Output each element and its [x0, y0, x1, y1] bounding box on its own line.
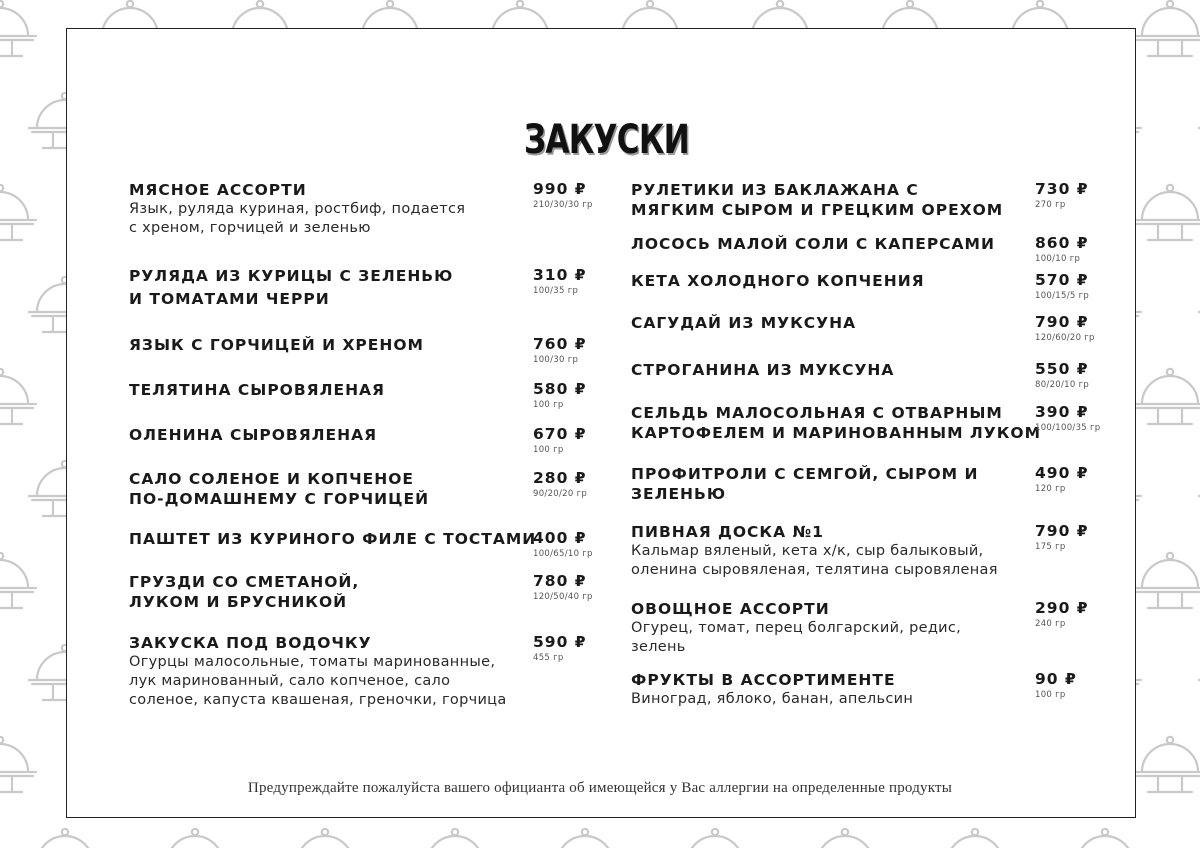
- item-name: КЕТА ХОЛОДНОГО КОПЧЕНИЯ: [631, 272, 925, 290]
- item-price: 310 ₽: [533, 266, 587, 284]
- item-description: зелень: [631, 639, 686, 655]
- item-price: 580 ₽: [533, 380, 587, 398]
- item-price: 780 ₽: [533, 572, 587, 590]
- item-name: ЗЕЛЕНЬЮ: [631, 485, 727, 503]
- item-weight: 100/10 гр: [1035, 254, 1081, 264]
- item-price: 730 ₽: [1035, 180, 1089, 198]
- item-name: ЯЗЫК С ГОРЧИЦЕЙ И ХРЕНОМ: [129, 336, 424, 354]
- item-weight: 120 гр: [1035, 484, 1066, 494]
- menu-item: [129, 633, 507, 710]
- item-name: ЛОСОСЬ МАЛОЙ СОЛИ С КАПЕРСАМИ: [631, 235, 995, 253]
- menu-item: [129, 572, 359, 612]
- item-description: Кальмар вяленый, кета х/к, сыр балыковый,: [631, 543, 984, 559]
- menu-item: [631, 360, 894, 380]
- item-name: РУЛЯДА ИЗ КУРИЦЫ С ЗЕЛЕНЬЮ: [129, 267, 454, 285]
- item-name: КАРТОФЕЛЕМ И МАРИНОВАННЫМ ЛУКОМ: [631, 424, 1042, 442]
- item-weight: 100 гр: [533, 445, 564, 455]
- item-weight: 210/30/30 гр: [533, 200, 593, 210]
- item-name: САЛО СОЛЕНОЕ И КОПЧЕНОЕ: [129, 470, 415, 488]
- menu-item: [631, 271, 925, 291]
- item-price: 490 ₽: [1035, 464, 1089, 482]
- menu-item: [129, 425, 377, 445]
- item-name: ПО-ДОМАШНЕМУ С ГОРЧИЦЕЙ: [129, 490, 430, 508]
- item-name: ФРУКТЫ В АССОРТИМЕНТЕ: [631, 671, 896, 689]
- page-title: ЗАКУСКИ: [524, 117, 689, 163]
- item-description: Язык, руляда куриная, ростбиф, подается: [129, 201, 466, 217]
- item-name: И ТОМАТАМИ ЧЕРРИ: [129, 290, 330, 308]
- item-weight: 175 гр: [1035, 542, 1066, 552]
- item-name: ПИВНАЯ ДОСКА №1: [631, 523, 824, 541]
- menu-item: [631, 234, 995, 254]
- item-price: 90 ₽: [1035, 670, 1077, 688]
- item-name: ОВОЩНОЕ АССОРТИ: [631, 600, 830, 618]
- item-weight: 80/20/10 гр: [1035, 380, 1090, 390]
- item-weight: 100 гр: [1035, 690, 1066, 700]
- item-weight: 100/100/35 гр: [1035, 423, 1101, 433]
- item-price: 280 ₽: [533, 469, 587, 487]
- item-price: 590 ₽: [533, 633, 587, 651]
- item-price: 670 ₽: [533, 425, 587, 443]
- item-name: МЯСНОЕ АССОРТИ: [129, 181, 307, 199]
- item-weight: 100/15/5 гр: [1035, 291, 1090, 301]
- item-price: 570 ₽: [1035, 271, 1089, 289]
- item-description: Огурцы малосольные, томаты маринованные,: [129, 654, 496, 670]
- item-price: 790 ₽: [1035, 313, 1089, 331]
- menu-item: [631, 670, 913, 709]
- menu-item: [129, 335, 424, 355]
- item-name: ЛУКОМ И БРУСНИКОЙ: [129, 593, 348, 611]
- item-name: ПРОФИТРОЛИ С СЕМГОЙ, СЫРОМ И: [631, 465, 979, 483]
- item-name: ГРУЗДИ СО СМЕТАНОЙ,: [129, 573, 360, 591]
- item-price: 790 ₽: [1035, 522, 1089, 540]
- item-price: 760 ₽: [533, 335, 587, 353]
- menu-item: [631, 464, 978, 504]
- menu-item: [129, 180, 465, 238]
- item-name: МЯГКИМ СЫРОМ И ГРЕЦКИМ ОРЕХОМ: [631, 201, 1004, 219]
- item-description: Огурец, томат, перец болгарский, редис,: [631, 620, 962, 636]
- menu-item: [129, 380, 385, 400]
- item-price: 990 ₽: [533, 180, 587, 198]
- item-weight: 100 гр: [533, 400, 564, 410]
- item-description: Виноград, яблоко, банан, апельсин: [631, 691, 914, 707]
- item-weight: 240 гр: [1035, 619, 1066, 629]
- menu-item: [129, 266, 453, 309]
- item-name: ПАШТЕТ ИЗ КУРИНОГО ФИЛЕ С ТОСТАМИ: [129, 530, 537, 548]
- allergy-notice: Предупреждайте пожалуйста вашего официанта об имеющейся у Вас аллергии на определенные продукты: [247, 780, 953, 796]
- item-description: лук маринованный, сало копченое, сало: [129, 673, 451, 689]
- menu-item: [631, 403, 1041, 443]
- item-weight: 455 гр: [533, 653, 564, 663]
- item-name: ОЛЕНИНА СЫРОВЯЛЕНАЯ: [129, 426, 378, 444]
- item-description: соленое, капуста квашеная, греночки, горчица: [129, 692, 507, 708]
- item-price: 390 ₽: [1035, 403, 1089, 421]
- item-weight: 120/60/20 гр: [1035, 333, 1095, 343]
- item-name: САГУДАЙ ИЗ МУКСУНА: [631, 314, 857, 332]
- menu-item: [631, 599, 961, 657]
- item-name: ЗАКУСКА ПОД ВОДОЧКУ: [129, 634, 372, 652]
- item-name: СЕЛЬДЬ МАЛОСОЛЬНАЯ С ОТВАРНЫМ: [631, 404, 1003, 422]
- menu-item: [631, 180, 1003, 220]
- menu-item: [631, 522, 998, 580]
- item-weight: 90/20/20 гр: [533, 489, 588, 499]
- item-description: оленина сыровяленая, телятина сыровяленая: [631, 562, 998, 578]
- item-price: 550 ₽: [1035, 360, 1089, 378]
- item-name: РУЛЕТИКИ ИЗ БАКЛАЖАНА С: [631, 181, 919, 199]
- menu-item: [631, 313, 856, 333]
- item-weight: 100/35 гр: [533, 286, 579, 296]
- menu-item: [129, 469, 429, 509]
- item-description: с хреном, горчицей и зеленью: [129, 220, 371, 236]
- item-weight: 120/50/40 гр: [533, 592, 593, 602]
- menu-item: [129, 529, 536, 549]
- item-name: ТЕЛЯТИНА СЫРОВЯЛЕНАЯ: [129, 381, 385, 399]
- item-price: 400 ₽: [533, 529, 587, 547]
- item-name: СТРОГАНИНА ИЗ МУКСУНА: [631, 361, 895, 379]
- item-weight: 270 гр: [1035, 200, 1066, 210]
- item-weight: 100/65/10 гр: [533, 549, 593, 559]
- item-price: 860 ₽: [1035, 234, 1089, 252]
- item-weight: 100/30 гр: [533, 355, 579, 365]
- item-price: 290 ₽: [1035, 599, 1089, 617]
